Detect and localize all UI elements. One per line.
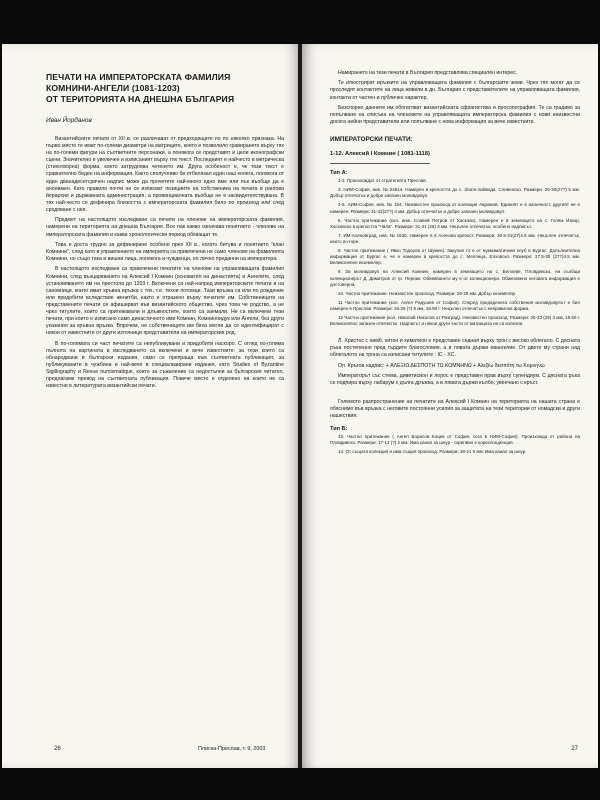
- type-b-label: Тип Б:: [330, 425, 348, 432]
- catalog-item: 4-5. АИМ-София, инв. № 104. Неизвестен произход от колекция Аврамов. Единият е в наличност, другият не е намерен. Размери: 31-32(27?) 4 мм. Добър отпечатък и добре запазен моливдовул.: [330, 202, 580, 214]
- paragraph: Те илюстрират връзките на управляващата фамилия с българските земи. Чрез тях могат да се проследят контактите на лица живели в дн. България с представителите на управляващата фамилия, контакти от частен и публичен характер.: [330, 80, 580, 101]
- page-number-right: 27: [571, 746, 578, 752]
- spacer: [330, 330, 580, 338]
- catalog-item: 8. Частно притежание ( Явко Тодоров от Шумен). Закупил го е от нумизматичния клуб в Бургас. Допълнителна информация от Бургас е, че е намерен в крепостта до с. Меплица, Елховско. Размери: 27.5-30 (27?)4.5 мм. Великолепен екземпляр.: [330, 247, 580, 266]
- left-page: [2, 44, 300, 768]
- seal-description: Л. Христос с нимб, хитон и химатион е представен седнал върху трон с високо облегало. С дясната ръка постепенно пред гърдите благословия, а в лявата държи евангелие. От двете му страни над облегалото на трона са изписани титулите : IC - XC.: [330, 338, 580, 359]
- catalog-item: 13. Частно притежание ( Ангел Борисов Коцев от София, сега в НИМ-София). Произхожда от района на Пловдивско. Размери: 17-12 (?) 2 мм. Има канал за шнур - скрепвал е кореспонденция.: [330, 433, 580, 446]
- left-page-text: [46, 72, 284, 394]
- seal-description: Императорът със стема, дивитисион и лорос е представен прав върху супендиум. С дясната ръка се подпира върху лабарум с дълга дръжка, а в лявата държи кълбо, увенчано с кръст.: [330, 373, 580, 387]
- seal-inscription: Оп. Кръгов надпис: + ΑΛΕΞΙΩ ΔΕΣΠΟΤΗ ΤΩ ΚΟΜΝΗΝΩ + Αλεξίω δεσπότη τω Κομνηνώ: [338, 362, 545, 369]
- catalog-item: 14. От същата колекция и има същия произход. Размери: 18-21 5 мм. Има канал за шнур.: [338, 449, 527, 455]
- title-line-2: КОМНИНИ-АНГЕЛИ (1081-1203): [46, 83, 180, 93]
- book-spread: [2, 44, 598, 768]
- divider: [330, 163, 430, 164]
- paragraph: Намирането на тези печати в България представлява специален интерес.: [338, 70, 518, 76]
- journal-footer: Плиска-Преслав, т. 9, 2003: [198, 746, 266, 752]
- catalog-item: 9. За моливдовул на Алексий Комнин, намерен в землището на с. Белоеве, Пловдивско, ни съобщи колекционерът Д. Димитров от гр. Перник. Обявяването му е от колекционера. Обикновено неговата информация е достоверна.: [330, 269, 580, 287]
- author-name: Иван Йорданов: [46, 117, 92, 124]
- catalog-item: 12 Частно притежание (кол. Николай Николов от Разград). Неизвестен произход. Размери: 30-33 (29) 3 мм, 18.60 г. Великолепно запазен отпечатък. Надписът и някои други части от матрицата не са излезли.: [330, 314, 580, 327]
- article-title: [46, 72, 284, 105]
- type-a-label: Тип А:: [330, 170, 348, 177]
- section-heading: ИМПЕРАТОРСКИ ПЕЧАТИ:: [330, 136, 413, 144]
- title-line-1: ПЕЧАТИ НА ИМПЕРАТОРСКАТА ФАМИЛИЯ: [46, 72, 231, 82]
- spacer: [330, 391, 580, 399]
- paragraph: В по-голямата си част печатите са непубликувани и придобити наскоро. С оглед по-голяма пълнота на картината в изследването са включени и вече известните: за тези които са обнародвани в български издания, само се препраща към съответната публикация; за публикуваните в чужбина и най-вече в специализирани издания, като Studies of Byzantine Sigillography и Revue numismatique, които за съжаление са недостъпни за българския читател, предлагаме превод на съответната публикация. Повече място е отделено на които не са известни в литературата византийски печати.: [46, 340, 284, 390]
- sub-heading: 1-12. Алексий I Комнин ( 1081-1118): [330, 151, 430, 158]
- paragraph: В настоящото изследване са привлечени печатите на членове на управляващата фамилия Комнини, след възцаряването на Алексий I Комнин (основател на династията) и Ангелите, след установяването им на престола до 1203 г. Включени са най-напред императорските печати и на сановници, които имат кръвна връзка с тях, т.е. техни потомци. Тази връзка са или по рождение или придобити вследствие женитби, както е отразено върху печатите им. Собствениците на представените печати се афиширват във византийското общество, чрез това че родство, а не чрез титулите, които са притежавали и длъжностите, които са заемали. Не са включени тези печати, при които е изписано само династичното име Комнин, Комниноидук или Ангели, без други указания за кръвна връзка. Впрочем, не собствениците им бяха могли да се идентифицират с някои от известните от други източници представители на императорския род.: [46, 266, 284, 337]
- title-line-3: ОТ ТЕРИТОРИЯТA НА ДНЕШНА БЪЛГАРИЯ: [46, 94, 235, 104]
- paragraph: Предмет на настоящото изследване са печати на членове на императорската фамилия, намерени на територията на днешна България. Все пак какво означава понятието - членове на императорската фамилия и каква хронологически период обхващат те.: [46, 217, 284, 238]
- catalog-item: 10. Частно притежание. Неизвестен произход. Размери: 28-29 мм. Добър екземпляр.: [338, 290, 517, 296]
- right-page: [302, 44, 598, 768]
- paragraph: Безспорно данните им обогатяват византийската сфрагистика и просопография. Те са градиво за попълване на списъка на членовете на управляващата императорска фамилия с нови неизвестни досега нейни представители или попълване с нова информация за вече известните.: [330, 104, 580, 126]
- paragraph: Големото разпространение на печатите на Алексий I Комнин на територията на нашата страна е обяснимо във връзка с неговите постоянни усилия за защитата на тези територии от номадски и други нашествия.: [330, 398, 580, 419]
- catalog-item: 6. Частно притежание (кол. инж. Славей Петров от Хасково). Намерен е в землището на с. Голям Извор, Хасковско в крепостта "Чала". Размери: 31-31 (26) 3 мм. Нецълен отпечатък, особено надписът.: [330, 217, 580, 229]
- catalog-item: 1-2. Произхождат от стратегията Преслав.: [338, 178, 427, 184]
- page-number-left: 26: [54, 746, 61, 752]
- catalog-item: 11 Частно притежание (кол. Ангел Радушев от София). Според предадената собствения моливдовулът е бил намерен в Преслав. Размери: 26-29 (?) 5 мм, 18.90 г. Нецълен отпечатък с неправилна форма.: [330, 299, 580, 312]
- catalog-item: 7. ИМ-Асеновград, инв. № 1530. Намерен в в Асенова крепост. Размери: 30.5-31(27)4.5 мм. Нецълен отпечатък, канто по-горе.: [330, 232, 580, 244]
- paragraph: Византийските печати от XII в. се различават от предходящите по по няколко признака. На първо място те имат по-големи диаметри на матриците, което е позволило гравирането върху тях на по-големи фигури на съответните персонажи, а понякога се представят и цели иконографски сцени. Значително е увеличен и изписаният върху тях текст. Последният е найчесто в метрическа (стихотворна) форма, което затруднява четенето им. Друга особеност е, че този текст е сравнително беден на информация. Както сполучливо бе отбелязал един наш колега, понякога от един дванадесетсричен надпис може да прочетете най-много едно име или пък въобще да е анонимен. Като правило почти не се изписват позициите на собственика на печата в рангова йерархия и държавната администрация, а провинциалната въобще не е засвидетелствувана. В тях най-често се дефинира близостта с императорската фамилия било по произход или след сродяване с нея.: [46, 136, 284, 213]
- paragraph: Това е доста трудно за дефиниране особено през XII в., когато битува и понятието "клан Комнини", след като в управлението на империята са привлечени не само членове на фамилията Комнини, но също така и вишни лица, понякога и чужденци, но лично преданни на императора.: [46, 241, 284, 263]
- right-page-text: [330, 70, 580, 458]
- catalog-item: 3. НИМ-София, инв. № 24614. Намерен в крепостта до с. Злати войвода, Сливенско. Размери: 29-30(27?) 5 мм. Добър отпечатък и добре запазен моливдовул.: [330, 187, 580, 199]
